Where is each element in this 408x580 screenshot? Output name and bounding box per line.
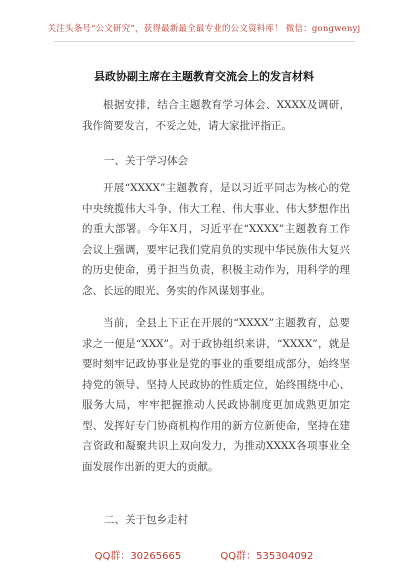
body-paragraph-1: 开展“XXXX”主题教育，是以习近平同志为核心的党中央统揽伟大斗争、伟大工程、伟大事业、伟大梦想作出的重大部署。今年X月，习近平在“XXXX”主题教育工作会议上强调，要牢记我们党肩负的实现中华民族伟大复兴的历史使命，勇于担当负责，积极主动作为，用科学的理念、长远的眼光、务实的作风谋划事业。 <box>82 182 350 297</box>
qq-group-1: QQ群：30265665 <box>94 551 182 562</box>
header-divider <box>54 41 356 42</box>
intro-paragraph: 根据安排，结合主题教育学习体会、XXXX及调研，我作简要发言，不妥之处，请大家批评指正。 <box>82 99 350 132</box>
qq-group-2: QQ群：535304092 <box>220 551 314 562</box>
section-heading-1: 一、关于学习体会 <box>104 155 188 167</box>
footer-contacts <box>0 547 408 562</box>
body-paragraph-2: 当前，全县上下正在开展的“XXXX”主题教育，总要求之一便是“XXX”。对于政协组织来讲，“XXXX”，就是要时刻牢记政协事业是党的事业的重要组成部分，始终坚持党的领导、坚持人民政协的性质定位，始终围绕中心、服务大局，牢牢把握推动人民政协制度更加成熟更加定型、发挥好专门协商机构作用的新方位新使命，坚持在建言资政和凝聚共识上双向发力，为推动XXXX各项事业全面发展作出新的更大的贡献。 <box>82 317 350 473</box>
document-title: 县政协副主席在主题教育交流会上的发言材料 <box>94 70 314 83</box>
header-banner: 关注头条号“公文研究”，获得最新最全最专业的公文资料库！ 微信：gongwenyj <box>47 24 361 34</box>
section-heading-2: 二、关于包乡走村 <box>104 514 188 526</box>
